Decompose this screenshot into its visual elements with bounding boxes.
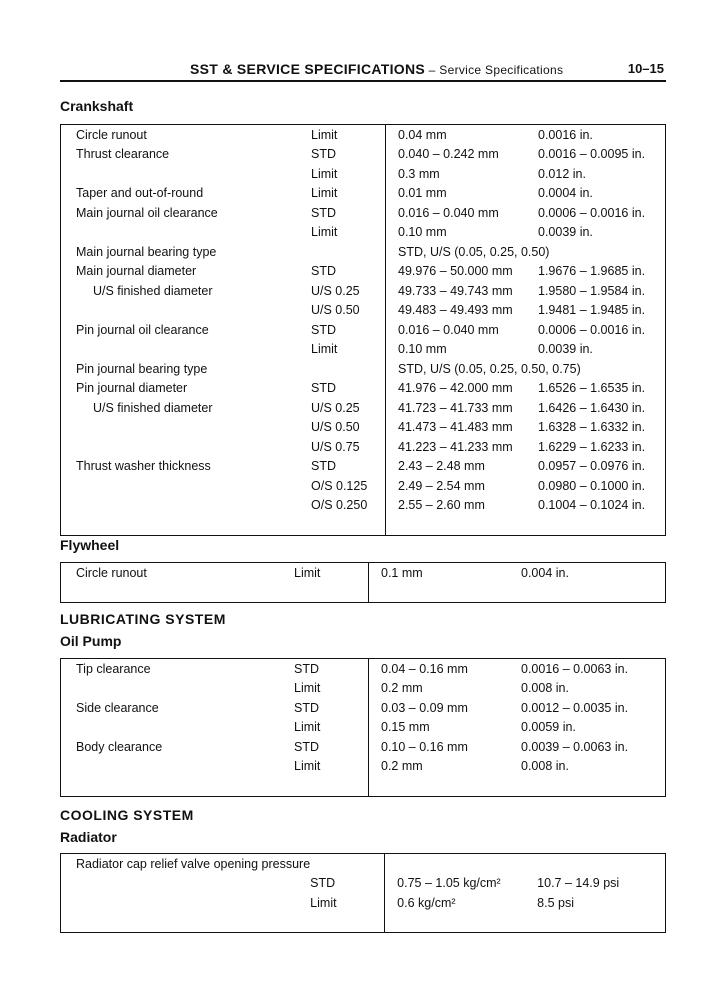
- spec-condition: STD: [294, 737, 369, 757]
- padding-cell: [294, 583, 369, 603]
- spec-metric: 41.223 – 41.233 mm: [398, 439, 513, 454]
- spec-condition: Limit: [294, 718, 369, 738]
- spec-condition: Limit: [311, 164, 386, 184]
- flywheel-heading: Flywheel: [60, 537, 120, 553]
- spec-condition: STD: [311, 203, 386, 223]
- padding-cell: [538, 515, 666, 535]
- spec-condition: Limit: [310, 893, 385, 913]
- spec-metric: 0.10 – 0.16 mm: [381, 739, 468, 754]
- spec-metric: 49.733 – 49.743 mm: [398, 283, 513, 298]
- spec-condition: Limit: [311, 223, 386, 243]
- spec-imperial: 0.0039 in.: [538, 342, 593, 357]
- spec-metric: 0.6 kg/cm²: [397, 895, 456, 910]
- spec-condition: [311, 359, 386, 379]
- spec-metric: 2.43 – 2.48 mm: [398, 459, 485, 474]
- spec-item: [61, 223, 312, 243]
- padding-cell: [311, 515, 386, 535]
- table-row: [61, 223, 666, 243]
- spec-imperial: 0.0016 – 0.0095 in.: [538, 147, 646, 162]
- table-row: [61, 418, 666, 438]
- padding-cell: [369, 776, 522, 796]
- padding-cell: [61, 913, 311, 933]
- spec-imperial: 0.0012 – 0.0035 in.: [521, 700, 629, 715]
- spec-imperial: 1.6526 – 1.6535 in.: [538, 381, 646, 396]
- spec-imperial: 0.0059 in.: [521, 720, 576, 735]
- spec-item: Pin journal oil clearance: [76, 322, 209, 337]
- table-row: [61, 437, 666, 457]
- spec-condition: U/S 0.25: [311, 398, 386, 418]
- cooling-system-heading: COOLING SYSTEM: [60, 807, 194, 823]
- spec-item: [61, 718, 295, 738]
- padding-cell: [61, 583, 295, 603]
- spec-item: Circle runout: [76, 565, 147, 580]
- table-row: [61, 145, 666, 165]
- table-padding: [61, 583, 666, 603]
- table-row: [61, 563, 666, 583]
- table-row: [61, 854, 666, 874]
- spec-metric: 2.55 – 2.60 mm: [398, 498, 485, 513]
- spec-metric: 41.976 – 42.000 mm: [398, 381, 513, 396]
- padding-cell: [61, 776, 295, 796]
- spec-metric: 0.04 – 0.16 mm: [381, 661, 468, 676]
- padding-cell: [537, 913, 665, 933]
- table-row: [61, 359, 666, 379]
- spec-item: [61, 164, 312, 184]
- table-row: [61, 340, 666, 360]
- spec-metric: 0.2 mm: [381, 681, 423, 696]
- spec-metric: 0.03 – 0.09 mm: [381, 700, 468, 715]
- spec-metric: 0.2 mm: [381, 759, 423, 774]
- spec-item: [61, 893, 311, 913]
- spec-metric: 0.1 mm: [381, 565, 423, 580]
- table-padding: [61, 913, 666, 933]
- table-row: [61, 698, 666, 718]
- table-row: [61, 262, 666, 282]
- spec-item: [61, 301, 312, 321]
- spec-metric: 0.15 mm: [381, 720, 430, 735]
- spec-imperial: 0.0039 – 0.0063 in.: [521, 739, 629, 754]
- table-padding: [61, 776, 666, 796]
- padding-cell: [385, 913, 538, 933]
- spec-item: Thrust washer thickness: [76, 459, 211, 474]
- spec-imperial: 1.6328 – 1.6332 in.: [538, 420, 646, 435]
- spec-condition: U/S 0.75: [311, 437, 386, 457]
- padding-cell: [386, 515, 539, 535]
- spec-condition: O/S 0.125: [311, 476, 386, 496]
- spec-metric: 0.016 – 0.040 mm: [398, 322, 499, 337]
- spec-metric: 0.10 mm: [398, 225, 447, 240]
- spec-condition: STD: [311, 457, 386, 477]
- spec-imperial: 1.6426 – 1.6430 in.: [538, 400, 646, 415]
- spec-imperial: 0.012 in.: [538, 166, 586, 181]
- spec-metric: 41.723 – 41.733 mm: [398, 400, 513, 415]
- spec-condition: Limit: [294, 757, 369, 777]
- spec-imperial: 1.6229 – 1.6233 in.: [538, 439, 646, 454]
- spec-imperial: 0.0016 – 0.0063 in.: [521, 661, 629, 676]
- spec-item: [61, 437, 312, 457]
- spec-metric: 49.976 – 50.000 mm: [398, 264, 513, 279]
- table-row: [61, 496, 666, 516]
- spec-metric: 0.040 – 0.242 mm: [398, 147, 499, 162]
- spec-imperial: 0.0980 – 0.1000 in.: [538, 478, 646, 493]
- spec-condition: [310, 854, 385, 874]
- padding-cell: [521, 776, 666, 796]
- spec-title: Radiator cap relief valve opening pressure: [76, 856, 311, 871]
- spec-condition: STD: [311, 145, 386, 165]
- padding-cell: [369, 583, 522, 603]
- table-row: [61, 242, 666, 262]
- spec-condition: U/S 0.50: [311, 418, 386, 438]
- spec-item: Main journal bearing type: [76, 244, 217, 259]
- spec-metric: STD, U/S (0.05, 0.25, 0.50, 0.75): [398, 361, 581, 376]
- spec-imperial: 0.0016 in.: [538, 127, 593, 142]
- table-row: [61, 476, 666, 496]
- oil-pump-heading: Oil Pump: [60, 633, 122, 649]
- header-subtitle: – Service Specifications: [425, 63, 564, 77]
- spec-item: Taper and out-of-round: [76, 186, 204, 201]
- lubricating-system-heading: LUBRICATING SYSTEM: [60, 611, 226, 627]
- oil-pump-table: [60, 658, 666, 797]
- spec-item: [61, 757, 295, 777]
- padding-cell: [294, 776, 369, 796]
- spec-item: U/S finished diameter: [93, 400, 213, 415]
- spec-condition: Limit: [294, 679, 369, 699]
- spec-condition: Limit: [311, 184, 386, 204]
- spec-imperial: 0.0039 in.: [538, 225, 593, 240]
- radiator-heading: Radiator: [60, 829, 117, 845]
- spec-condition: STD: [310, 874, 385, 894]
- page-number: 10–15: [627, 61, 664, 76]
- spec-metric: 0.016 – 0.040 mm: [398, 205, 499, 220]
- spec-item: U/S finished diameter: [93, 283, 213, 298]
- table-row: [61, 184, 666, 204]
- spec-imperial: 0.008 in.: [521, 759, 569, 774]
- table-row: [61, 164, 666, 184]
- spec-imperial: 1.9481 – 1.9485 in.: [538, 303, 646, 318]
- spec-item: [61, 476, 312, 496]
- table-row: [61, 125, 666, 145]
- padding-cell: [61, 515, 312, 535]
- spec-item: Main journal diameter: [76, 264, 197, 279]
- header-title: [190, 61, 563, 77]
- crankshaft-table: [60, 124, 666, 536]
- spec-item: [61, 418, 312, 438]
- table-padding: [61, 515, 666, 535]
- spec-item: Thrust clearance: [76, 147, 170, 162]
- table-row: [61, 659, 666, 679]
- spec-metric: 0.04 mm: [398, 127, 447, 142]
- spec-imperial: 0.0006 – 0.0016 in.: [538, 205, 646, 220]
- spec-condition: Limit: [294, 563, 369, 583]
- spec-imperial: 0.004 in.: [521, 565, 569, 580]
- radiator-table: [60, 853, 666, 933]
- spec-metric: 0.10 mm: [398, 342, 447, 357]
- padding-cell: [310, 913, 385, 933]
- table-row: [61, 320, 666, 340]
- table-row: [61, 757, 666, 777]
- spec-item: Pin journal diameter: [76, 381, 188, 396]
- spec-item: Tip clearance: [76, 661, 151, 676]
- spec-item: Circle runout: [76, 127, 147, 142]
- spec-metric: 49.483 – 49.493 mm: [398, 303, 513, 318]
- spec-item: [61, 679, 295, 699]
- spec-imperial: 1.9580 – 1.9584 in.: [538, 283, 646, 298]
- spec-condition: STD: [294, 659, 369, 679]
- spec-condition: U/S 0.25: [311, 281, 386, 301]
- spec-metric: STD, U/S (0.05, 0.25, 0.50): [398, 244, 550, 259]
- table-row: [61, 679, 666, 699]
- spec-condition: STD: [294, 698, 369, 718]
- spec-item: Body clearance: [76, 739, 163, 754]
- spec-imperial: 1.9676 – 1.9685 in.: [538, 264, 646, 279]
- spec-condition: U/S 0.50: [311, 301, 386, 321]
- spec-imperial: 0.0957 – 0.0976 in.: [538, 459, 646, 474]
- spec-item: [61, 340, 312, 360]
- crankshaft-heading: Crankshaft: [60, 98, 134, 114]
- spec-condition: STD: [311, 320, 386, 340]
- spec-item: [61, 874, 311, 894]
- table-row: [61, 301, 666, 321]
- spec-condition: Limit: [311, 125, 386, 145]
- spec-metric: [385, 854, 538, 874]
- table-row: [61, 737, 666, 757]
- table-row: [61, 379, 666, 399]
- spec-metric: 2.49 – 2.54 mm: [398, 478, 485, 493]
- padding-cell: [521, 583, 666, 603]
- spec-imperial: 0.0004 in.: [538, 186, 593, 201]
- table-row: [61, 893, 666, 913]
- table-row: [61, 874, 666, 894]
- table-row: [61, 203, 666, 223]
- spec-imperial: 8.5 psi: [537, 895, 575, 910]
- spec-condition: [311, 242, 386, 262]
- spec-condition: STD: [311, 262, 386, 282]
- spec-metric: 0.3 mm: [398, 166, 440, 181]
- table-row: [61, 457, 666, 477]
- spec-imperial: 10.7 – 14.9 psi: [537, 876, 620, 891]
- spec-metric: 41.473 – 41.483 mm: [398, 420, 513, 435]
- spec-item: Pin journal bearing type: [76, 361, 208, 376]
- spec-item: [61, 496, 312, 516]
- spec-imperial: 0.008 in.: [521, 681, 569, 696]
- page-header: [60, 58, 666, 82]
- table-row: [61, 281, 666, 301]
- flywheel-table: [60, 562, 666, 603]
- spec-condition: O/S 0.250: [311, 496, 386, 516]
- spec-item: Main journal oil clearance: [76, 205, 218, 220]
- spec-condition: Limit: [311, 340, 386, 360]
- spec-metric: 0.75 – 1.05 kg/cm²: [397, 876, 501, 891]
- table-row: [61, 718, 666, 738]
- table-row: [61, 398, 666, 418]
- spec-imperial: 0.1004 – 0.1024 in.: [538, 498, 646, 513]
- spec-condition: STD: [311, 379, 386, 399]
- header-title-text: SST & SERVICE SPECIFICATIONS: [190, 61, 426, 77]
- spec-item: Side clearance: [76, 700, 159, 715]
- spec-imperial: 0.0006 – 0.0016 in.: [538, 322, 646, 337]
- spec-metric: 0.01 mm: [398, 186, 447, 201]
- spec-imperial: [537, 854, 665, 874]
